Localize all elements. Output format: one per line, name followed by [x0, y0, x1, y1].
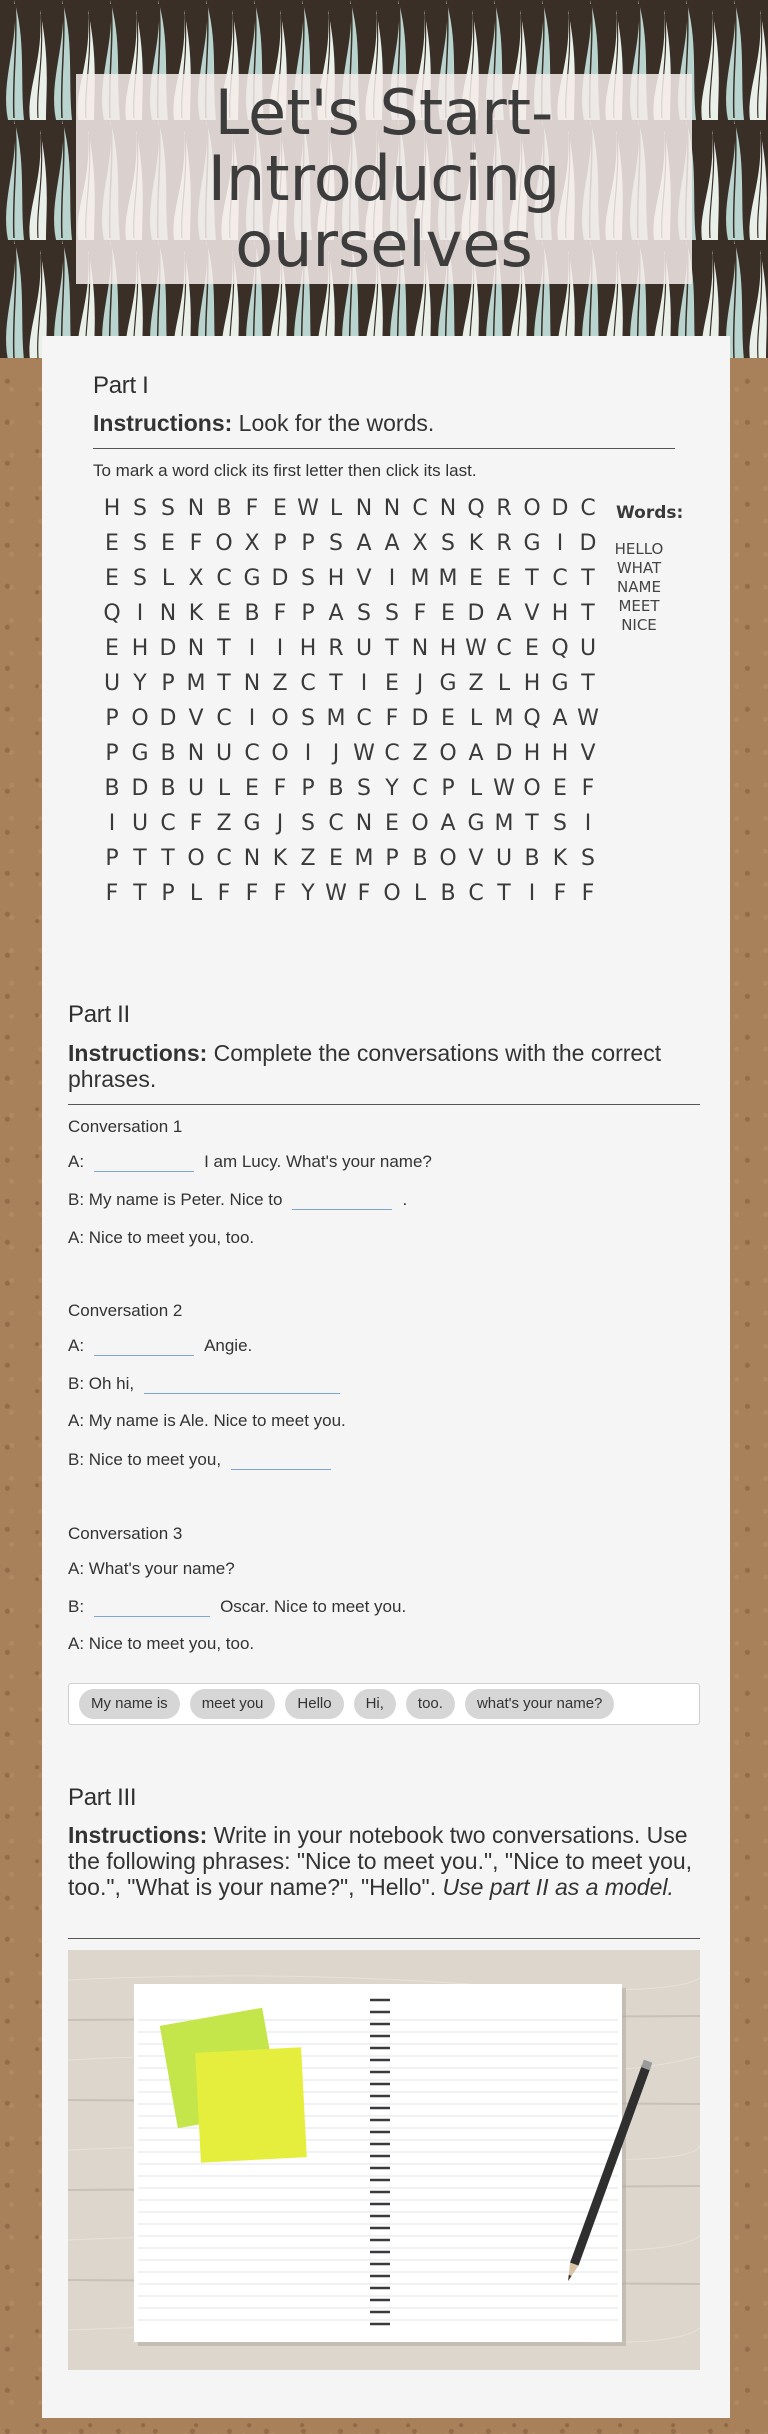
grid-letter[interactable]: S: [301, 706, 315, 731]
grid-letter[interactable]: M: [494, 811, 514, 836]
line-prefix: B: Oh hi,: [68, 1374, 135, 1393]
grid-letter[interactable]: F: [273, 776, 287, 801]
notebook-illustration: [68, 1950, 700, 2370]
grid-letter[interactable]: H: [523, 671, 541, 696]
grid-letter[interactable]: D: [495, 741, 513, 766]
grid-letter[interactable]: L: [189, 881, 203, 906]
answer-blank[interactable]: [292, 1188, 392, 1210]
grid-letter[interactable]: N: [355, 496, 373, 521]
part1-instructions: [93, 410, 673, 436]
grid-letter[interactable]: O: [411, 811, 429, 836]
grid-letter[interactable]: D: [551, 496, 569, 521]
grid-letter[interactable]: S: [553, 811, 567, 836]
grid-letter[interactable]: U: [187, 776, 205, 801]
grid-letter[interactable]: U: [355, 636, 373, 661]
grid-letter[interactable]: E: [105, 636, 119, 661]
grid-letter[interactable]: E: [245, 776, 259, 801]
conversation3-line3: [68, 1634, 254, 1654]
grid-letter[interactable]: T: [581, 601, 595, 626]
grid-letter[interactable]: H: [439, 636, 457, 661]
word-chip[interactable]: meet you: [190, 1689, 276, 1719]
notebook-photo: [68, 1950, 700, 2370]
grid-letter[interactable]: S: [161, 496, 175, 521]
conversation2-line1: [68, 1334, 252, 1356]
grid-letter[interactable]: X: [412, 531, 428, 556]
grid-letter[interactable]: F: [245, 881, 259, 906]
grid-letter[interactable]: Y: [385, 776, 399, 801]
grid-letter[interactable]: O: [271, 741, 289, 766]
grid-letter[interactable]: P: [105, 846, 119, 871]
grid-letter[interactable]: W: [325, 881, 347, 906]
grid-letter[interactable]: S: [133, 531, 147, 556]
grid-letter[interactable]: T: [217, 636, 231, 661]
conversation2-line3: [68, 1411, 346, 1431]
grid-letter[interactable]: E: [161, 531, 175, 556]
grid-letter[interactable]: K: [552, 846, 568, 871]
grid-letter[interactable]: A: [384, 531, 400, 556]
grid-letter[interactable]: Z: [468, 671, 484, 696]
grid-letter[interactable]: B: [524, 846, 540, 871]
grid-letter[interactable]: C: [328, 811, 344, 836]
instructions-label: Instructions:: [93, 410, 233, 436]
grid-letter[interactable]: C: [216, 706, 232, 731]
grid-letter[interactable]: O: [271, 706, 289, 731]
grid-letter[interactable]: H: [299, 636, 317, 661]
grid-letter[interactable]: T: [497, 881, 511, 906]
grid-letter[interactable]: C: [384, 741, 400, 766]
grid-letter[interactable]: F: [357, 881, 371, 906]
grid-letter[interactable]: Z: [412, 741, 428, 766]
grid-letter[interactable]: H: [551, 741, 569, 766]
grid-letter[interactable]: O: [523, 776, 541, 801]
grid-letter[interactable]: Q: [551, 636, 569, 661]
grid-letter[interactable]: E: [441, 601, 455, 626]
grid-letter[interactable]: I: [360, 671, 368, 696]
grid-letter[interactable]: H: [523, 741, 541, 766]
grid-letter[interactable]: F: [245, 496, 259, 521]
word-chip[interactable]: My name is: [79, 1689, 180, 1719]
word-list-item: WHAT: [616, 559, 662, 577]
grid-letter[interactable]: F: [553, 881, 567, 906]
grid-letter[interactable]: Q: [523, 706, 541, 731]
grid-letter[interactable]: W: [353, 741, 375, 766]
grid-letter[interactable]: M: [438, 566, 458, 591]
grid-letter[interactable]: C: [216, 566, 232, 591]
answer-blank[interactable]: [144, 1372, 340, 1394]
grid-letter[interactable]: U: [495, 846, 513, 871]
grid-letter[interactable]: C: [412, 496, 428, 521]
grid-letter[interactable]: F: [189, 811, 203, 836]
part3-instructions: [68, 1822, 700, 1900]
line-prefix: B:: [68, 1597, 85, 1616]
grid-letter[interactable]: F: [189, 531, 203, 556]
grid-letter[interactable]: P: [161, 881, 175, 906]
grid-letter[interactable]: L: [469, 706, 483, 731]
grid-letter[interactable]: F: [105, 881, 119, 906]
conversation1-line3: [68, 1228, 254, 1248]
grid-letter[interactable]: S: [133, 566, 147, 591]
grid-letter[interactable]: H: [551, 601, 569, 626]
answer-blank[interactable]: [94, 1595, 210, 1617]
grid-letter[interactable]: N: [411, 636, 429, 661]
line-prefix: B: My name is Peter. Nice to: [68, 1190, 283, 1209]
grid-letter[interactable]: E: [497, 566, 511, 591]
grid-letter[interactable]: B: [412, 846, 428, 871]
word-search-grid[interactable]: [98, 496, 602, 916]
grid-letter[interactable]: X: [244, 531, 260, 556]
word-bank: [68, 1683, 700, 1725]
grid-letter[interactable]: L: [497, 671, 511, 696]
answer-blank[interactable]: [94, 1334, 194, 1356]
grid-letter[interactable]: M: [186, 671, 206, 696]
grid-letter[interactable]: U: [103, 671, 121, 696]
grid-letter[interactable]: C: [496, 636, 512, 661]
grid-letter[interactable]: E: [525, 636, 539, 661]
grid-letter[interactable]: R: [496, 531, 512, 556]
conversation1-line1: [68, 1150, 432, 1172]
grid-letter[interactable]: Q: [103, 601, 121, 626]
grid-letter[interactable]: C: [356, 706, 372, 731]
grid-letter[interactable]: G: [243, 811, 261, 836]
grid-letter[interactable]: O: [187, 846, 205, 871]
title-box: [76, 74, 692, 284]
grid-letter[interactable]: M: [326, 706, 346, 731]
grid-letter[interactable]: Y: [301, 881, 315, 906]
line-suffix: Oscar. Nice to meet you.: [220, 1597, 407, 1616]
grid-letter[interactable]: U: [215, 741, 233, 766]
grid-letter[interactable]: W: [465, 636, 487, 661]
line-suffix: .: [402, 1190, 408, 1209]
conversation2-title: Conversation 2: [68, 1301, 183, 1320]
grid-letter[interactable]: N: [243, 671, 261, 696]
part2-heading: Part II: [68, 1001, 130, 1028]
grid-letter[interactable]: B: [160, 741, 176, 766]
grid-letter[interactable]: V: [524, 601, 540, 626]
grid-letter[interactable]: V: [580, 741, 596, 766]
grid-letter[interactable]: C: [580, 496, 596, 521]
grid-letter[interactable]: P: [105, 741, 119, 766]
grid-letter[interactable]: T: [133, 846, 147, 871]
grid-letter[interactable]: I: [584, 811, 592, 836]
grid-letter[interactable]: S: [581, 846, 595, 871]
grid-letter[interactable]: B: [440, 881, 456, 906]
grid-letter[interactable]: F: [385, 706, 399, 731]
grid-letter[interactable]: S: [329, 531, 343, 556]
part1-heading: Part I: [93, 372, 149, 399]
grid-letter[interactable]: P: [105, 706, 119, 731]
conversation2-line2: [68, 1372, 350, 1394]
grid-letter[interactable]: W: [297, 496, 319, 521]
grid-letter[interactable]: S: [133, 496, 147, 521]
grid-letter[interactable]: I: [388, 566, 396, 591]
answer-blank[interactable]: [231, 1448, 331, 1470]
grid-letter[interactable]: L: [329, 496, 343, 521]
grid-letter[interactable]: V: [468, 846, 484, 871]
line-text: A: What's your name?: [68, 1559, 235, 1578]
grid-letter[interactable]: I: [276, 636, 284, 661]
grid-letter[interactable]: I: [248, 706, 256, 731]
grid-letter[interactable]: D: [467, 601, 485, 626]
grid-letter[interactable]: S: [357, 776, 371, 801]
grid-letter[interactable]: E: [441, 706, 455, 731]
grid-letter[interactable]: N: [243, 846, 261, 871]
conversation2-line4: [68, 1448, 341, 1470]
grid-letter[interactable]: Z: [272, 671, 288, 696]
grid-letter[interactable]: S: [357, 601, 371, 626]
grid-letter[interactable]: N: [187, 496, 205, 521]
divider: [93, 448, 675, 449]
grid-letter[interactable]: P: [301, 776, 315, 801]
grid-letter[interactable]: N: [187, 636, 205, 661]
grid-letter[interactable]: A: [496, 601, 512, 626]
word-list-item: HELLO: [614, 540, 664, 558]
instructions-text: Look for the words.: [238, 410, 435, 436]
grid-letter[interactable]: A: [440, 811, 456, 836]
grid-letter[interactable]: N: [187, 741, 205, 766]
word-list: [610, 540, 668, 635]
grid-letter[interactable]: M: [410, 566, 430, 591]
word-list-item: MEET: [618, 597, 660, 615]
grid-letter[interactable]: B: [244, 601, 260, 626]
conversation3-title: Conversation 3: [68, 1524, 183, 1543]
grid-letter[interactable]: C: [300, 671, 316, 696]
grid-letter[interactable]: B: [104, 776, 120, 801]
grid-letter[interactable]: L: [469, 776, 483, 801]
grid-letter[interactable]: E: [273, 496, 287, 521]
grid-letter[interactable]: Z: [216, 811, 232, 836]
grid-letter[interactable]: B: [216, 496, 232, 521]
header-banner: [0, 0, 768, 358]
conversation1-line2: [68, 1188, 407, 1210]
grid-letter[interactable]: E: [329, 846, 343, 871]
grid-letter[interactable]: J: [276, 811, 284, 836]
grid-letter[interactable]: K: [272, 846, 288, 871]
grid-letter[interactable]: E: [469, 566, 483, 591]
grid-letter[interactable]: O: [131, 706, 149, 731]
grid-letter[interactable]: S: [441, 531, 455, 556]
grid-letter[interactable]: N: [383, 496, 401, 521]
grid-letter[interactable]: L: [161, 566, 175, 591]
line-suffix: I am Lucy. What's your name?: [204, 1152, 432, 1171]
grid-letter[interactable]: O: [523, 496, 541, 521]
grid-letter[interactable]: I: [248, 636, 256, 661]
conversation3-line2: [68, 1595, 406, 1617]
grid-letter[interactable]: D: [131, 776, 149, 801]
grid-letter[interactable]: A: [356, 531, 372, 556]
divider: [68, 1938, 700, 1939]
grid-letter[interactable]: M: [354, 846, 374, 871]
grid-letter[interactable]: U: [131, 811, 149, 836]
words-heading: Words:: [616, 503, 684, 523]
grid-letter[interactable]: F: [273, 881, 287, 906]
grid-letter[interactable]: C: [216, 846, 232, 871]
grid-letter[interactable]: G: [523, 531, 541, 556]
grid-letter[interactable]: B: [160, 776, 176, 801]
grid-letter[interactable]: G: [131, 741, 149, 766]
grid-letter[interactable]: X: [188, 566, 204, 591]
grid-letter[interactable]: P: [301, 531, 315, 556]
page-title: Let's Start- Introducing ourselves: [207, 76, 561, 281]
grid-letter[interactable]: T: [217, 671, 231, 696]
grid-letter[interactable]: E: [385, 671, 399, 696]
grid-letter[interactable]: T: [133, 881, 147, 906]
grid-letter[interactable]: T: [525, 811, 539, 836]
grid-letter[interactable]: O: [215, 531, 233, 556]
grid-letter[interactable]: O: [383, 881, 401, 906]
part2-instructions: [68, 1040, 678, 1092]
grid-letter[interactable]: C: [468, 881, 484, 906]
grid-letter[interactable]: B: [328, 776, 344, 801]
grid-letter[interactable]: Q: [467, 496, 485, 521]
grid-letter[interactable]: R: [496, 496, 512, 521]
part3-heading: Part III: [68, 1784, 137, 1811]
grid-letter[interactable]: A: [328, 601, 344, 626]
grid-letter[interactable]: I: [556, 531, 564, 556]
grid-letter[interactable]: F: [273, 601, 287, 626]
grid-letter[interactable]: T: [525, 566, 539, 591]
wordsearch-hint: To mark a word click its first letter then click its last.: [93, 461, 477, 480]
instructions-italic: Use part II as a model.: [442, 1874, 674, 1900]
conversation3-line1: [68, 1559, 235, 1579]
word-chip[interactable]: what's your name?: [465, 1689, 614, 1719]
grid-letter[interactable]: T: [581, 671, 595, 696]
grid-letter[interactable]: H: [131, 636, 149, 661]
grid-letter[interactable]: F: [581, 881, 595, 906]
grid-letter[interactable]: T: [581, 566, 595, 591]
grid-letter[interactable]: T: [385, 636, 399, 661]
conversation1-title: Conversation 1: [68, 1117, 183, 1136]
grid-letter[interactable]: E: [105, 531, 119, 556]
grid-letter[interactable]: P: [161, 671, 175, 696]
grid-letter[interactable]: E: [553, 776, 567, 801]
divider: [68, 1104, 700, 1105]
grid-letter[interactable]: O: [439, 846, 457, 871]
grid-letter[interactable]: C: [552, 566, 568, 591]
instructions-label: Instructions:: [68, 1822, 208, 1848]
grid-letter[interactable]: A: [468, 741, 484, 766]
grid-letter[interactable]: Z: [300, 846, 316, 871]
instructions-text: Write in your notebook two conversations. Use the following phrases: "Nice to meet you.", "Nice to meet you, too.", "What is your name?", "Hello".: [68, 1822, 693, 1900]
line-text: A: Nice to meet you, too.: [68, 1634, 255, 1653]
grid-letter[interactable]: E: [385, 811, 399, 836]
grid-letter[interactable]: T: [329, 671, 343, 696]
grid-letter[interactable]: F: [581, 776, 595, 801]
grid-letter[interactable]: D: [411, 706, 429, 731]
grid-letter[interactable]: C: [160, 811, 176, 836]
word-list-item: NICE: [621, 616, 657, 634]
grid-letter[interactable]: G: [439, 671, 457, 696]
grid-letter[interactable]: D: [159, 706, 177, 731]
grid-letter[interactable]: P: [301, 601, 315, 626]
answer-blank[interactable]: [94, 1150, 194, 1172]
grid-letter[interactable]: K: [468, 531, 484, 556]
grid-letter[interactable]: R: [328, 636, 344, 661]
line-text: A: My name is Ale. Nice to meet you.: [68, 1411, 346, 1430]
grid-letter[interactable]: J: [332, 741, 340, 766]
grid-letter[interactable]: N: [355, 811, 373, 836]
grid-letter[interactable]: E: [105, 566, 119, 591]
line-prefix: A:: [68, 1336, 85, 1355]
grid-letter[interactable]: U: [579, 636, 597, 661]
instructions-label: Instructions:: [68, 1040, 208, 1066]
grid-letter[interactable]: G: [467, 811, 485, 836]
grid-letter[interactable]: J: [416, 671, 424, 696]
grid-letter[interactable]: I: [304, 741, 312, 766]
grid-letter[interactable]: F: [413, 601, 427, 626]
word-chip[interactable]: too.: [406, 1689, 455, 1719]
grid-letter[interactable]: D: [579, 531, 597, 556]
grid-letter[interactable]: I: [108, 811, 116, 836]
grid-letter[interactable]: S: [301, 566, 315, 591]
grid-letter[interactable]: K: [188, 601, 204, 626]
grid-letter[interactable]: V: [188, 706, 204, 731]
grid-letter[interactable]: Y: [133, 671, 147, 696]
grid-letter[interactable]: M: [494, 706, 514, 731]
grid-letter[interactable]: A: [552, 706, 568, 731]
grid-letter[interactable]: S: [385, 601, 399, 626]
grid-letter[interactable]: N: [439, 496, 457, 521]
grid-letter[interactable]: F: [217, 881, 231, 906]
grid-letter[interactable]: L: [217, 776, 231, 801]
word-chip[interactable]: Hello: [285, 1689, 343, 1719]
grid-letter[interactable]: O: [439, 741, 457, 766]
grid-letter[interactable]: L: [413, 881, 427, 906]
grid-letter[interactable]: G: [243, 566, 261, 591]
grid-letter[interactable]: D: [159, 636, 177, 661]
grid-letter[interactable]: N: [159, 601, 177, 626]
grid-letter[interactable]: G: [551, 671, 569, 696]
grid-letter[interactable]: P: [385, 846, 399, 871]
grid-letter[interactable]: H: [103, 496, 121, 521]
line-prefix: A:: [68, 1152, 85, 1171]
grid-letter[interactable]: C: [244, 741, 260, 766]
grid-letter[interactable]: P: [441, 776, 455, 801]
instructions-text: Complete the conversations with the correct phrases.: [68, 1040, 662, 1092]
grid-letter[interactable]: W: [493, 776, 515, 801]
line-prefix: B: Nice to meet you,: [68, 1450, 222, 1469]
grid-letter[interactable]: W: [577, 706, 599, 731]
line-suffix: Angie.: [204, 1336, 253, 1355]
line-text: A: Nice to meet you, too.: [68, 1228, 255, 1247]
grid-letter[interactable]: T: [161, 846, 175, 871]
grid-letter[interactable]: D: [271, 566, 289, 591]
grid-letter[interactable]: C: [412, 776, 428, 801]
grid-letter[interactable]: I: [136, 601, 144, 626]
grid-letter[interactable]: P: [273, 531, 287, 556]
grid-letter[interactable]: I: [528, 881, 536, 906]
grid-letter[interactable]: E: [217, 601, 231, 626]
grid-letter[interactable]: H: [327, 566, 345, 591]
grid-letter[interactable]: V: [356, 566, 372, 591]
grid-letter[interactable]: S: [301, 811, 315, 836]
word-chip[interactable]: Hi,: [354, 1689, 396, 1719]
word-list-item: NAME: [617, 578, 661, 596]
